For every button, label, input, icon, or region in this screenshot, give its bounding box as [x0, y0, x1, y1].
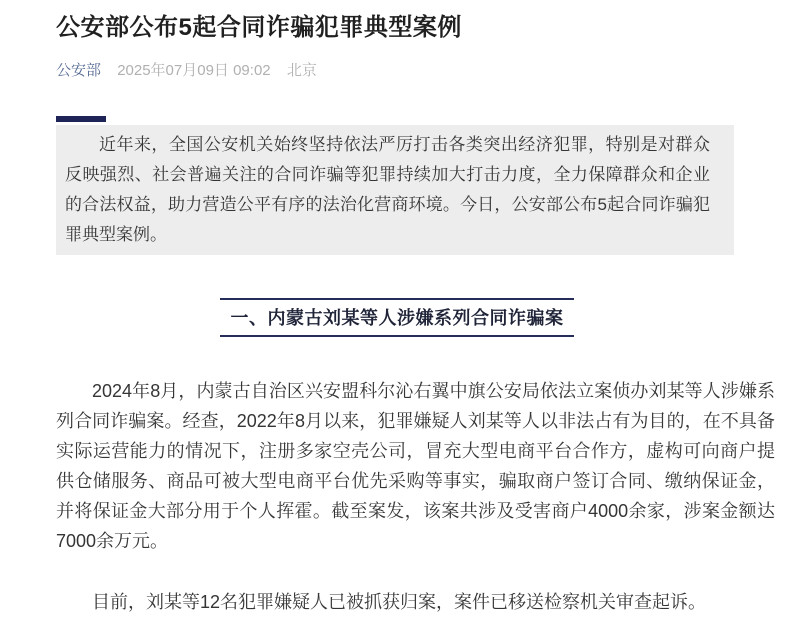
lead-accent-bar	[56, 116, 106, 122]
lead-summary-box	[56, 125, 734, 255]
byline-location: 北京	[286, 62, 317, 79]
byline-source-link[interactable]: 公安部	[56, 62, 102, 79]
body-paragraph: 2024年8月，内蒙古自治区兴安盟科尔沁右翼中旗公安局依法立案侦办刘某等人涉嫌系列合同诈骗案。经查，2022年8月以来，犯罪嫌疑人刘某等人以非法占有为目的，在不具备实际运营能力的情况下，注册多家空壳公司，冒充大型电商平台合作方，虚构可向商户提供仓储服务、商品可被大型电商平台优先采购等事实，骗取商户签订合同、缴纳保证金，并将保证金大部分用于个人挥霍。截至案发，该案共涉及受害商户4000余家，涉案金额达7000余万元。	[56, 381, 775, 551]
section-title: 一、内蒙古刘某等人涉嫌系列合同诈骗案	[230, 308, 564, 328]
article-byline	[56, 61, 775, 81]
article-title: 公安部公布5起合同诈骗犯罪典型案例	[56, 14, 462, 41]
section-header	[220, 298, 574, 337]
byline-datetime: 2025年07月09日 09:02	[117, 62, 271, 79]
lead-paragraph: 近年来，全国公安机关始终坚持依法严厉打击各类突出经济犯罪，特别是对群众反映强烈、社会普遍关注的合同诈骗等犯罪持续加大打击力度，全力保障群众和企业的合法权益，助力营造公平有序的法治化营商环境。今日，公安部公布5起合同诈骗犯罪典型案例。	[65, 135, 710, 244]
body-paragraph: 目前，刘某等12名犯罪嫌疑人已被抓获归案，案件已移送检察机关审查起诉。	[92, 592, 707, 612]
